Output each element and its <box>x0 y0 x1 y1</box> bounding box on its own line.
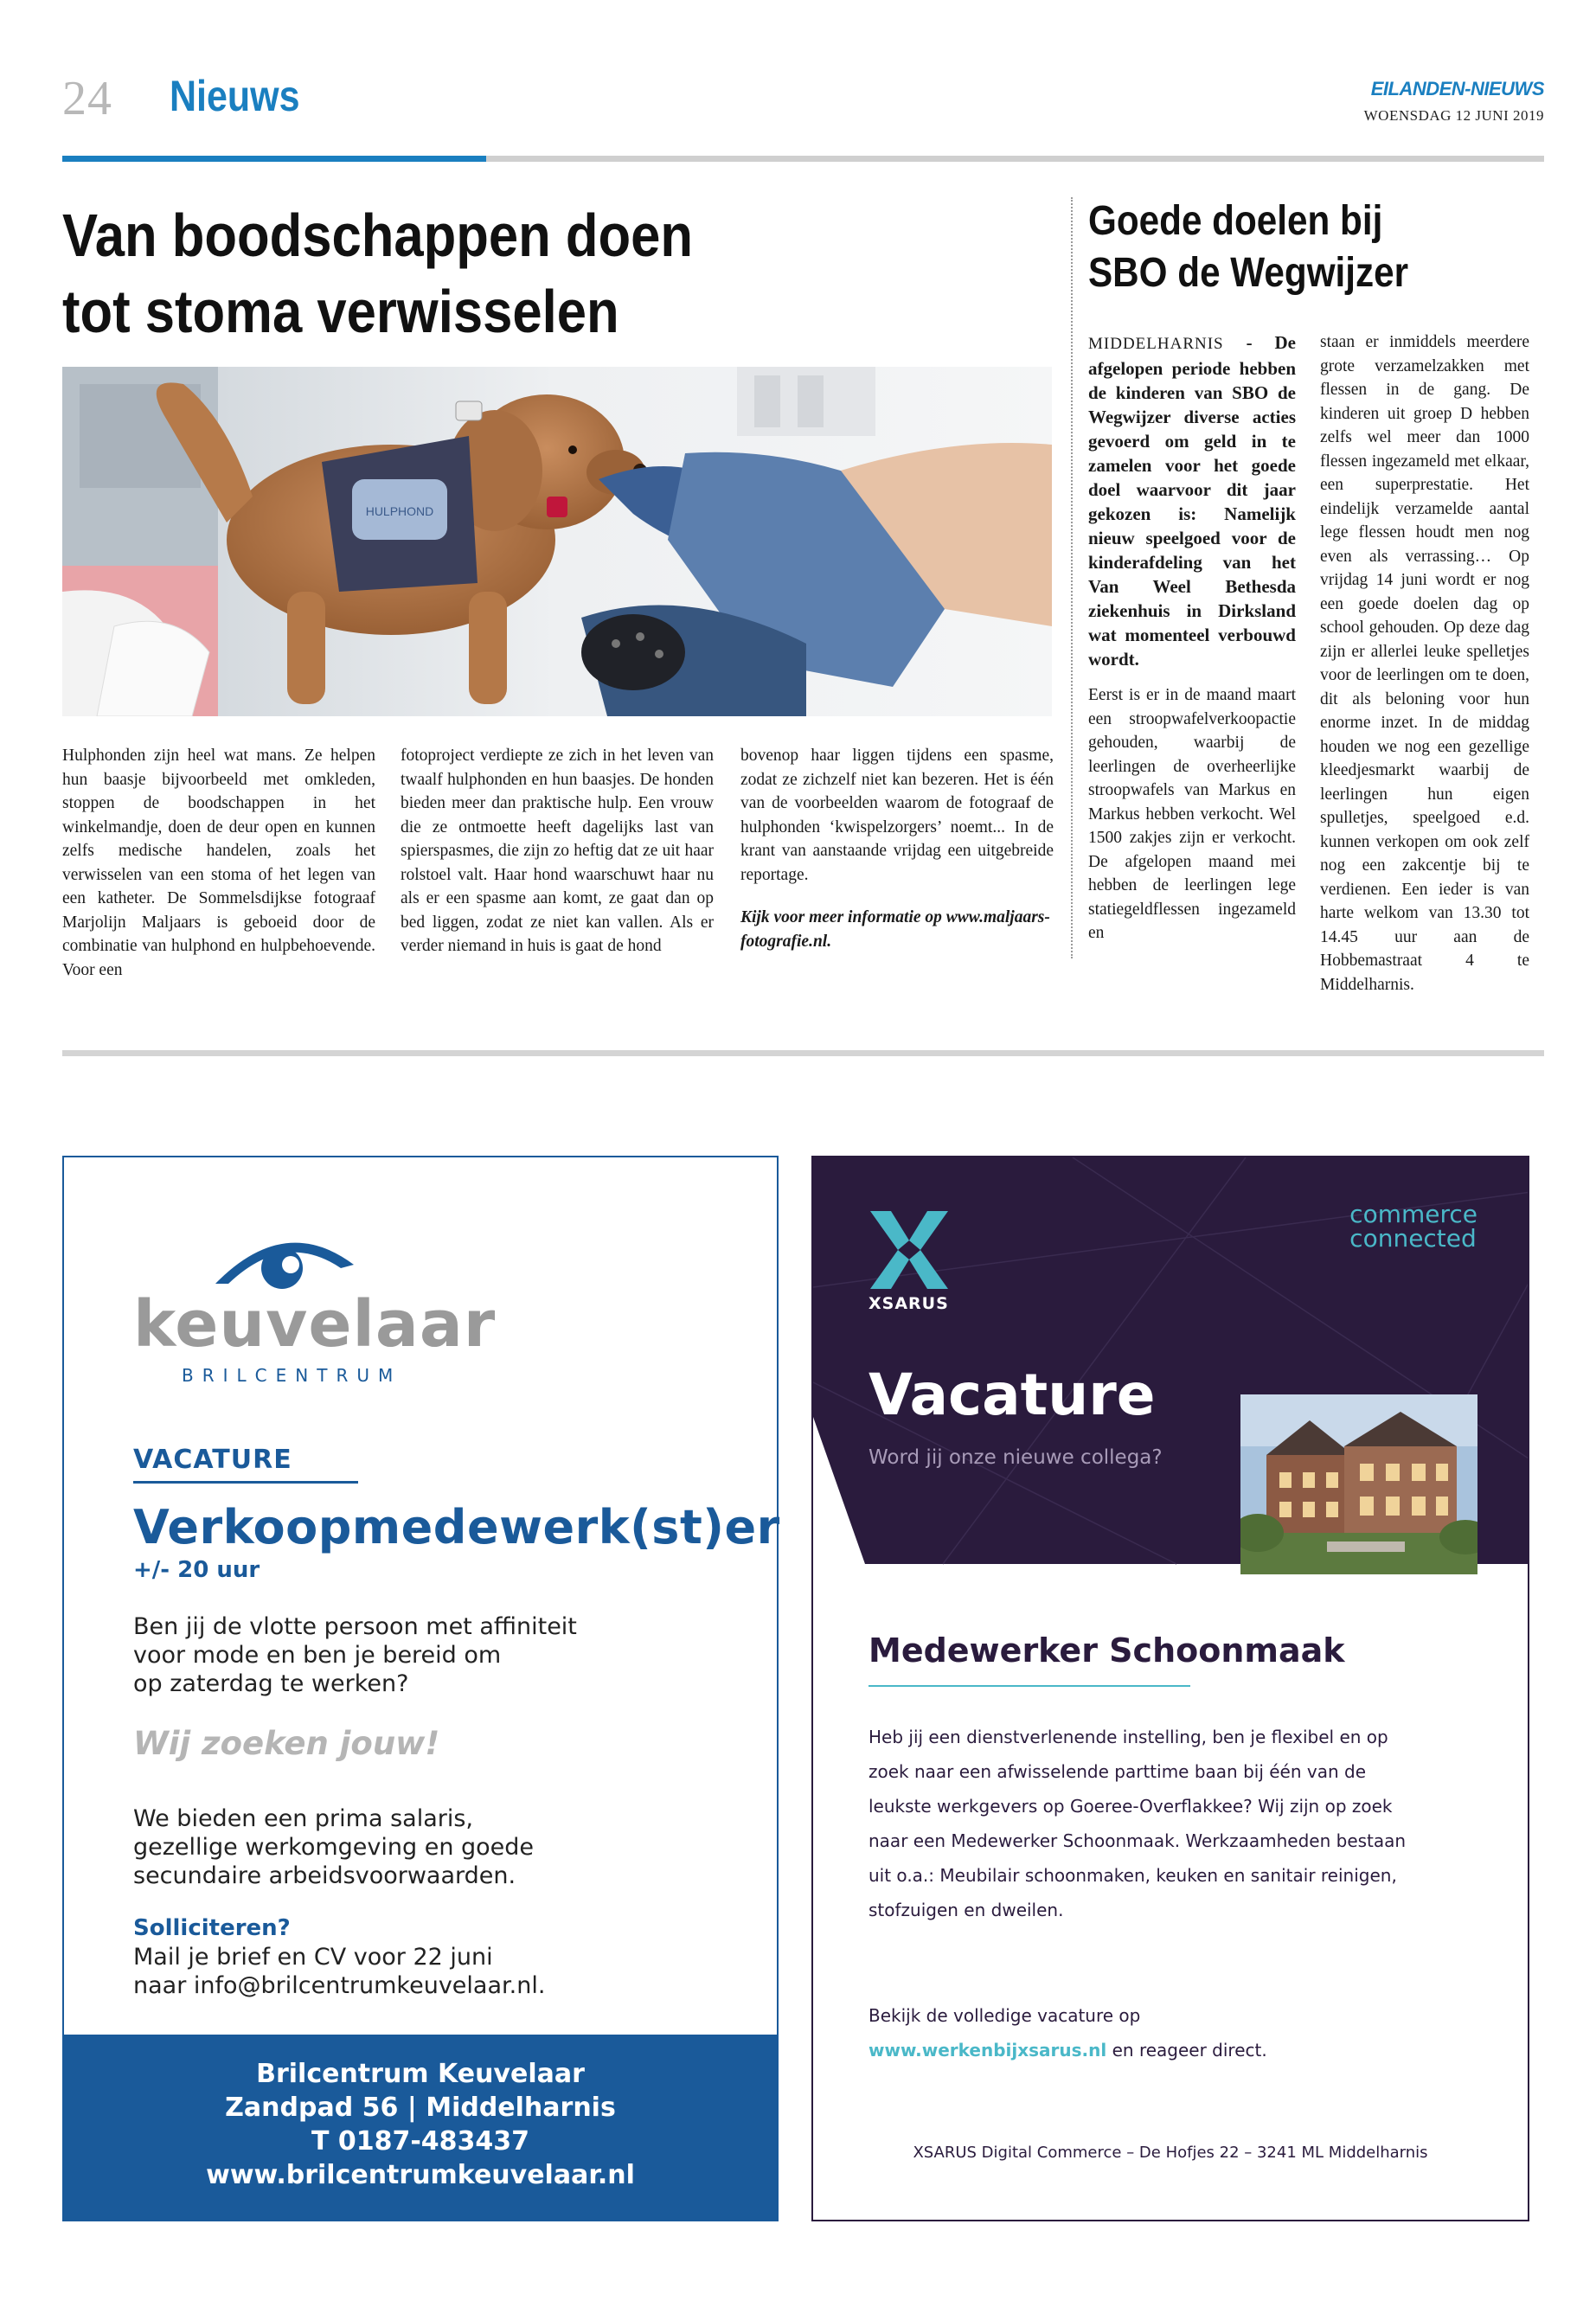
side-column-1 <box>1088 330 1296 945</box>
xsarus-ad <box>811 1156 1529 2221</box>
side-headline-line-1: Goede doelen bij <box>1088 198 1383 244</box>
xsarus-job-title: Medewerker Schoonmaak <box>869 1631 1345 1670</box>
side-headline-line-2: SBO de Wegwijzer <box>1088 250 1409 296</box>
job-intro-line: voor mode en ben je bereid om <box>133 1642 502 1669</box>
job-offer-line: gezellige werkomgeving en goede <box>133 1834 535 1861</box>
job-intro-line: op zaterdag te werken? <box>133 1670 409 1697</box>
side-column-2: staan er inmiddels meerdere grote verzamelzakken met flessen in de gang. De kinderen uit groep D hebben zelfs wel meer dan 1000 flessen ingezameld met elkaar, een superprestatie. Het eindelijk verzamelde aantal lege flessen houdt men nog even als verrassing… Op vrijdag 14 juni wordt er nog een goede doelen dag op school gehouden. Op deze dag zijn er allerlei leuke spelletjes voor de leerlingen om te doen, dit als beloning voor hun enorme inzet. In de middag houden we nog een gezellige kleedjesmarkt waarbij de leerlingen hun eigen spulletjes, speelgoed e.d. kunnen verkopen om ook zelf nog een zakcentje bij te verdienen. Een ieder is van harte welkom van 13.30 tot 14.45 uur aan de Hobbemastraat 4 te Middelharnis. <box>1320 333 1529 994</box>
apply-email[interactable]: naar info@brilcentrumkeuvelaar.nl. <box>133 1972 546 1999</box>
issue-date: WOENSDAG 12 JUNI 2019 <box>1363 107 1544 124</box>
job-title-underline <box>869 1685 1190 1687</box>
footer-name: Brilcentrum Keuvelaar <box>256 2059 585 2089</box>
footer-phone[interactable]: T 0187-483437 <box>311 2126 530 2157</box>
xsarus-logo-text: XSARUS <box>869 1294 949 1313</box>
apply-instructions <box>133 1943 652 2000</box>
photo-credit: Kijk voor meer informatie op www.maljaars-fotografie.nl. <box>740 908 1050 951</box>
job-offer <box>133 1804 652 1890</box>
article-column-2: fotoproject verdiepte ze zich in het leven van twaalf hulphonden en hun baasjes. De honden bieden meer dan praktische hulp. Een vrouw die ze ontmoette heeft dagelijks last van spierspasmes, die zijn zo heftig dat ze uit haar rolstoel valt. Haar hond waarschuwt haar nu als er een spasme aan komt, ze gaat dan op bed liggen, zodat ze niet kan vallen. Als er verder niemand in huis is gaat de hond <box>401 747 714 955</box>
keuvelaar-contact-footer <box>64 2035 777 2220</box>
xsarus-x-logo-icon <box>870 1211 948 1289</box>
xsarus-tagline <box>1349 1202 1477 1251</box>
apply-line: Mail je brief en CV voor 22 juni <box>133 1944 493 1971</box>
page-number: 24 <box>62 72 112 125</box>
footer-website-link[interactable]: www.brilcentrumkeuvelaar.nl <box>206 2160 635 2190</box>
tagline-line: commerce <box>1349 1200 1477 1228</box>
column-separator <box>1071 197 1073 958</box>
job-offer-line: We bieden een prima salaris, <box>133 1805 474 1832</box>
more-info-line <box>869 2033 1422 2067</box>
xsarus-more-info <box>869 1998 1422 2067</box>
vacancy-underline <box>133 1481 358 1484</box>
side-headline <box>1088 195 1484 299</box>
main-headline-line-2: tot stoma verwisselen <box>62 278 619 345</box>
section-title: Nieuws <box>170 72 300 120</box>
more-info-text: Bekijk de volledige vacature op <box>869 2005 1141 2026</box>
job-hours: +/- 20 uur <box>133 1557 260 1583</box>
assistance-dog-illustration <box>62 367 1052 716</box>
dog-photo <box>62 367 1052 716</box>
xsarus-address-footer: XSARUS Digital Commerce – De Hofjes 22 – 3241 ML Middelharnis <box>913 2144 1428 2162</box>
job-intro <box>133 1612 652 1698</box>
more-info-suffix: en reageer direct. <box>1106 2040 1267 2061</box>
section-rule <box>62 1050 1544 1056</box>
keuvelaar-ad <box>62 1156 779 2221</box>
main-headline-line-1: Van boodschappen doen <box>62 202 694 269</box>
main-headline <box>62 197 922 349</box>
article-column-3 <box>740 744 1054 953</box>
vacancy-label: VACATURE <box>133 1445 292 1475</box>
job-title: Verkoopmedewerk(st)er <box>133 1500 780 1554</box>
xsarus-vacancy-heading: Vacature <box>869 1362 1156 1428</box>
tagline-line: connected <box>1349 1224 1477 1253</box>
eye-logo-icon <box>211 1230 358 1291</box>
header-rule-accent <box>62 156 486 162</box>
keuvelaar-logo-sub: BRILCENTRUM <box>182 1365 402 1386</box>
xsarus-job-description: Heb jij een dienstverlenende instelling, ben je flexibel en op zoek naar een afwisselende parttime baan bij één van de leukste werkgevers op Goeree-Overflakkee? Wij zijn op zoek naar een Medewerker Schoonmaak. Werkzaamheden bestaan uit o.a.: Meubilair schoonmaken, keuken en sanitair reinigen, stofzuigen en dweilen. <box>869 1727 1407 1920</box>
side-paragraph: Eerst is er in de maand maart een stroopwafelverkoopactie gehouden, waarbij de leerlingen de overheerlijke stroopwafels van Markus en Markus hebben verkocht. Wel 1500 zakjes zijn er verkocht. De afgelopen maand mei hebben de leerlingen lege statiegeldflessen ingezameld en <box>1088 686 1296 942</box>
dateline-place: MIDDELHARNIS <box>1088 335 1224 353</box>
masthead-logo: EILANDEN-NIEUWS <box>1370 78 1544 99</box>
article-column-1: Hulphonden zijn heel wat mans. Ze helpen hun baasje bijvoorbeeld met omkleden, stoppen de boodschappen in het winkelmandje, doen de deur open en kunnen zelfs medische handelen, zoals het verwisselen van een stoma of het legen van een katheter. De Sommelsdijkse fotograaf Marjolijn Maljaars is geboeid door de combinatie van hulphond en hulpbehoevende. Voor een <box>62 747 375 979</box>
side-lead-text: - De afgelopen periode hebben de kinderen van SBO de Wegwijzer diverse acties gevoerd om geld in te zamelen voor het goede doel waarvoor dit jaar gekozen is: Namelijk nieuw speelgoed voor de kinderafdeling van het Van Weel Bethesda ziekenhuis in Dirksland wat momenteel verbouwd wordt. <box>1088 332 1296 670</box>
apply-label: Solliciteren? <box>133 1915 291 1941</box>
job-offer-line: secundaire arbeidsvoorwaarden. <box>133 1862 516 1889</box>
job-intro-line: Ben jij de vlotte persoon met affiniteit <box>133 1613 577 1640</box>
footer-address: Zandpad 56 | Middelharnis <box>225 2093 616 2123</box>
keuvelaar-logo-text: keuvelaar <box>133 1287 497 1362</box>
svg-text:HULPHOND: HULPHOND <box>365 504 434 518</box>
side-lead <box>1088 330 1296 671</box>
article-column-3-text: bovenop haar liggen tijdens een spasme, zodat ze zichzelf niet kan bezeren. Het is één van de voorbeelden waarom de fotograaf de hulphonden ‘kwispelzorgers’ noemt... In de krant van aanstaande vrijdag een uitgebreide reportage. <box>740 747 1054 884</box>
xsarus-subtitle: Word jij onze nieuwe collega? <box>869 1446 1163 1469</box>
xsarus-website-link[interactable]: www.werkenbijxsarus.nl <box>869 2040 1107 2061</box>
office-building-photo <box>1240 1394 1477 1574</box>
ad-slogan: Wij zoeken jouw! <box>133 1725 440 1762</box>
